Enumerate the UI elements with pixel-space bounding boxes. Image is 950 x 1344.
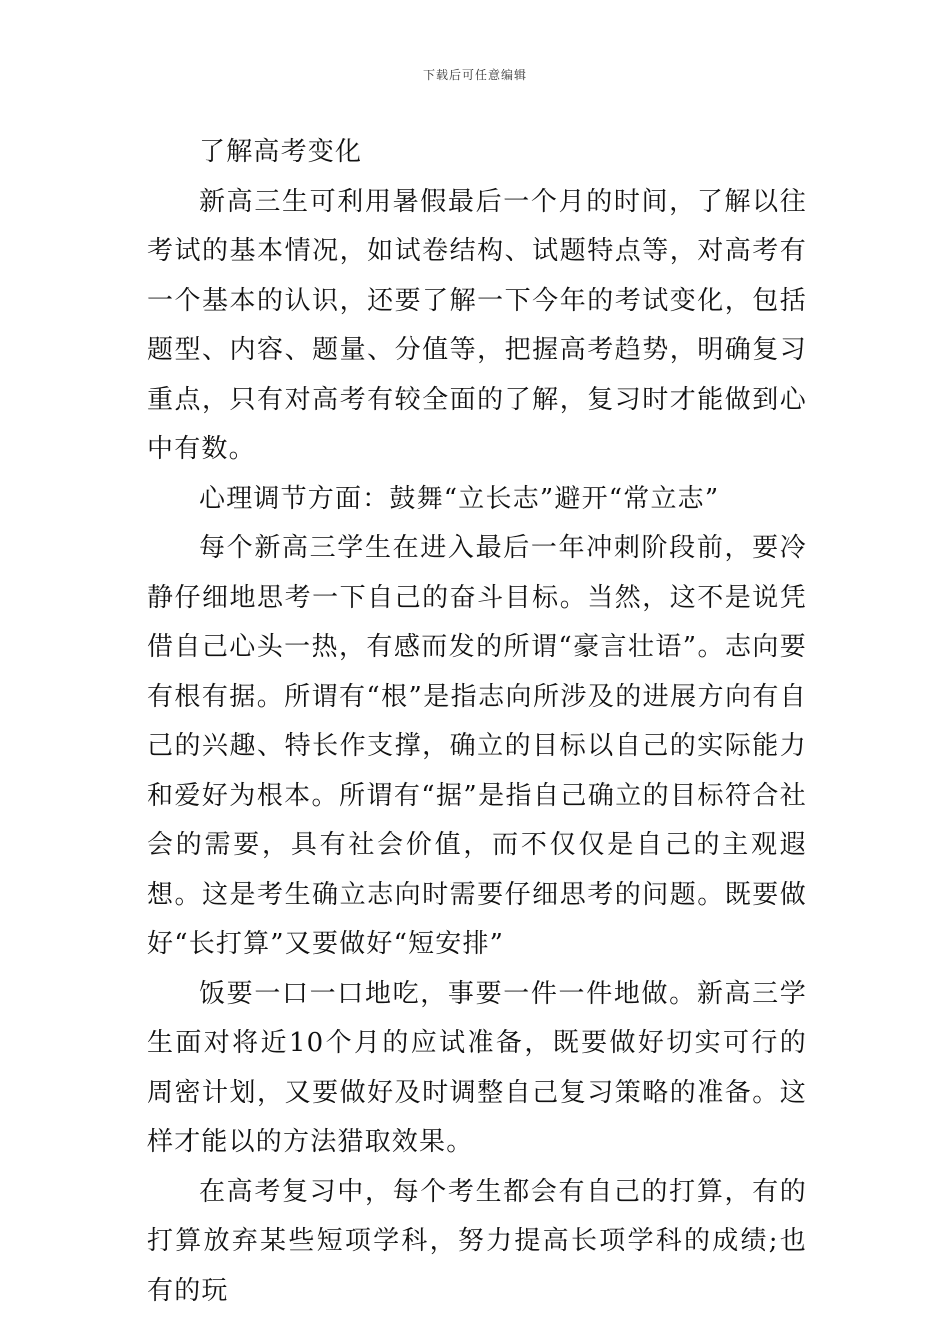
paragraph-heading-gaokao-changes: 了解高考变化 — [199, 137, 363, 167]
paragraph-set-goals: 每个新高三学生在进入最后一年冲刺阶段前，要冷静仔细地思考一下自己的奋斗目标。当然，这不是说凭借自己心头一热，有感而发的所谓“豪言壮语”。志向要有根有据。所谓有“根”是指志向所涉及的进展方向有自己的兴趣、特长作支撑，确立的目标以自己的实际能力和爱好为根本。所谓有“据”是指自己确立的目标符合社会的需要，具有社会价值，而不仅仅是自己的主观遐想。这是考生确立志向时需要仔细思考的问题。既要做好“长打算”又要做好“短安排” — [147, 533, 807, 959]
header-note: 下载后可任意编辑 — [422, 68, 527, 82]
paragraph-review-plans: 在高考复习中，每个考生都会有自己的打算，有的打算放弃某些短项学科，努力提高长项学科的成绩;也有的玩 — [147, 1176, 807, 1306]
paragraph-plan-steps: 饭要一口一口地吃，事要一件一件地做。新高三学生面对将近10个月的应试准备，既要做好切实可行的周密计划，又要做好及时调整自己复习策略的准备。这样才能以的方法猎取效果。 — [147, 978, 807, 1157]
paragraph-heading-psychology: 心理调节方面：鼓舞“立长志”避开“常立志” — [199, 483, 720, 514]
paragraph-understand-exam: 新高三生可利用暑假最后一个月的时间，了解以往考试的基本情况，如试卷结构、试题特点等，对高考有一个基本的认识，还要了解一下今年的考试变化，包括题型、内容、题量、分值等，把握高考趋势，明确复习重点，只有对高考有较全面的了解，复习时才能做到心中有数。 — [147, 186, 807, 464]
document-body — [147, 128, 807, 1316]
